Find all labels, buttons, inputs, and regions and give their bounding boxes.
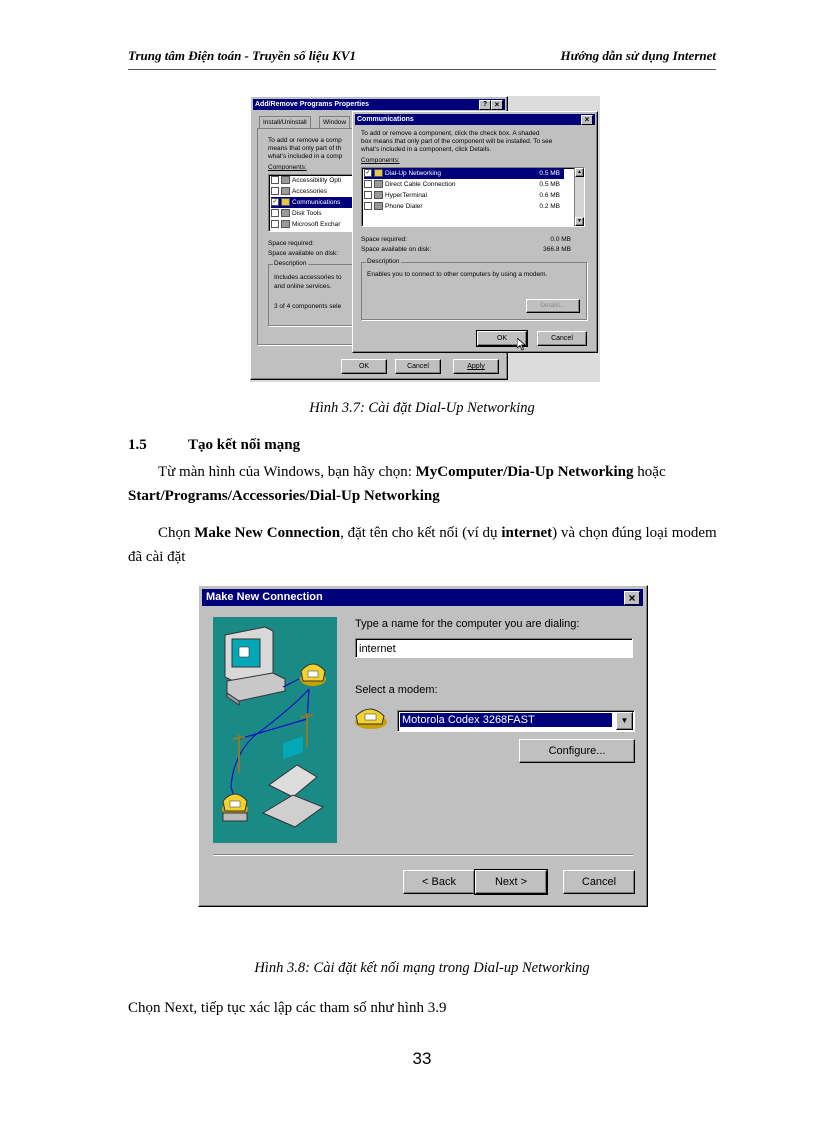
para1-bold-path: MyComputer/Dia-Up Networking	[415, 464, 634, 480]
mnc-title: Make New Connection	[206, 591, 323, 603]
checkbox-checked[interactable]: ✓	[365, 170, 371, 177]
figure-3-7-caption: Hình 3.7: Cài đặt Dial-Up Networking	[309, 400, 535, 416]
item-size: 0.5 MB	[539, 181, 560, 188]
modem-selected-value: Motorola Codex 3268FAST	[400, 713, 612, 727]
item-size: 0.2 MB	[539, 203, 560, 210]
section-title: Tạo kết nối mạng	[188, 437, 301, 453]
details-button[interactable]: Details...	[526, 299, 580, 313]
item-size: 0.6 MB	[539, 192, 560, 199]
para1-text: hoặc	[633, 464, 666, 480]
item-label: Direct Cable Connection	[385, 181, 456, 188]
front-space-info	[361, 235, 571, 255]
item-size: 0.5 MB	[539, 170, 560, 177]
accessibility-icon	[281, 176, 290, 184]
front-space-required-value: 0.0 MB	[550, 236, 571, 243]
para2-text: ) và chọn đúng loại modem đã cài đặt	[128, 525, 717, 565]
item-label: Phone Dialer	[385, 203, 423, 210]
phone-bottom-icon	[222, 794, 248, 821]
back-components-count: 3 of 4 components sele	[274, 303, 342, 310]
communications-dialog	[352, 111, 598, 353]
front-space-available-value: 366.8 MB	[543, 246, 571, 253]
back-description-text	[274, 273, 342, 291]
front-intro	[361, 130, 552, 154]
figure-3-7	[250, 96, 600, 382]
exchange-icon	[281, 220, 290, 228]
back-intro-line: means that only part of th	[268, 145, 342, 152]
item-label: Accessibility Opti	[292, 177, 342, 184]
checkbox[interactable]	[271, 209, 279, 217]
front-ok-button[interactable]: OK	[477, 331, 527, 346]
communications-icon	[281, 198, 290, 206]
back-apply-button[interactable]: Apply	[453, 359, 499, 374]
connection-name-input[interactable]: internet	[355, 638, 633, 658]
checkbox[interactable]	[364, 202, 372, 210]
modem-select[interactable]	[397, 710, 635, 732]
chevron-down-icon[interactable]: ▼	[616, 712, 633, 730]
mnc-title-bar	[202, 589, 643, 606]
phone-icon	[374, 169, 383, 177]
back-space-info	[268, 239, 338, 259]
back-intro-line: To add or remove a comp	[268, 137, 342, 144]
front-description-group	[361, 258, 587, 320]
checkbox[interactable]	[271, 187, 279, 195]
para2-bold: internet	[501, 525, 553, 541]
checkbox[interactable]	[364, 191, 372, 199]
front-description-text: Enables you to connect to other computers by using a modem.	[367, 271, 548, 278]
item-label: Communications	[292, 199, 341, 206]
item-label: Microsoft Exchar	[292, 221, 341, 228]
back-intro	[268, 137, 342, 161]
checkbox[interactable]	[271, 220, 279, 228]
back-components-label: Components:	[268, 164, 307, 171]
dialog-separator	[213, 854, 633, 856]
scroll-up-icon[interactable]: ▲	[575, 168, 584, 177]
para2-text: Chọn	[158, 525, 195, 541]
header-rule	[128, 69, 716, 70]
cancel-button[interactable]: Cancel	[563, 870, 635, 894]
list-item[interactable]	[364, 179, 564, 190]
back-cancel-button[interactable]: Cancel	[395, 359, 441, 374]
close-icon[interactable]: ×	[624, 591, 640, 605]
item-label: Accessories	[292, 188, 328, 195]
name-label: Type a name for the computer you are dialing:	[355, 618, 580, 630]
front-space-required-label: Space required:	[361, 236, 407, 243]
para1-bold-path: Start/Programs/Accessories/Dial-Up Networking	[128, 488, 440, 504]
dial-up-illustration	[213, 617, 337, 843]
terminal-icon	[374, 191, 383, 199]
mouse-cursor-icon	[517, 338, 526, 351]
disk-tools-icon	[281, 209, 290, 217]
front-intro-line: box means that only part of the component will be installed. To see	[361, 138, 553, 145]
front-description-label: Description	[367, 258, 400, 265]
checkbox[interactable]	[271, 176, 279, 184]
para2-text: , đặt tên cho kết nối (ví dụ	[340, 525, 502, 541]
back-space-available: Space available on disk:	[268, 250, 339, 257]
front-cancel-button[interactable]: Cancel	[537, 331, 587, 346]
back-description-line: and online services.	[274, 283, 332, 290]
help-button[interactable]: ?	[479, 100, 491, 110]
list-item[interactable]	[364, 201, 564, 212]
back-title-bar	[253, 99, 505, 110]
front-intro-line: To add or remove a component, click the check box. A shaded	[361, 130, 540, 137]
front-space-available-label: Space available on disk:	[361, 246, 432, 253]
close-icon[interactable]: ×	[581, 115, 593, 125]
figure-3-8-caption: Hình 3.8: Cài đặt kết nối mạng trong Dial-up Networking	[254, 960, 590, 976]
back-description-label: Description	[274, 260, 307, 267]
paragraph-3: Chọn Next, tiếp tục xác lập các tham số như hình 3.9	[128, 1000, 447, 1016]
para2-bold: Make New Connection	[194, 525, 341, 541]
accessories-icon	[281, 187, 290, 195]
front-intro-line: what's included in a component, click Details.	[361, 146, 492, 153]
phone-dialer-icon	[374, 202, 383, 210]
front-list-scrollbar[interactable]	[574, 168, 584, 226]
front-title-bar	[355, 114, 595, 125]
header-left: Trung tâm Điện toán - Truyền số liệu KV1	[128, 48, 357, 63]
checkbox[interactable]	[364, 180, 372, 188]
back-title: Add/Remove Programs Properties	[255, 101, 369, 108]
back-description-line: Includes accessories to	[274, 274, 342, 281]
make-new-connection-dialog	[198, 585, 648, 907]
paragraph-1	[128, 460, 718, 508]
close-icon[interactable]: ×	[491, 100, 503, 110]
tab-install-uninstall[interactable]: Install/Uninstall	[259, 116, 311, 128]
back-ok-button[interactable]: OK	[341, 359, 387, 374]
front-components-label: Components:	[361, 157, 400, 164]
item-label: Disk Tools	[292, 210, 322, 217]
header-right: Hướng dẫn sử dụng Internet	[560, 48, 716, 63]
item-label: HyperTerminal	[385, 192, 427, 199]
configure-button[interactable]: Configure...	[519, 739, 635, 763]
tab-windows-setup[interactable]: Window	[319, 116, 350, 128]
para1-text: Từ màn hình của Windows, bạn hãy chọn:	[158, 464, 416, 480]
back-space-required: Space required:	[268, 240, 314, 247]
paragraph-2	[128, 521, 718, 569]
list-item[interactable]	[364, 190, 564, 201]
section-number: 1.5	[128, 437, 147, 453]
front-title: Communications	[357, 116, 414, 123]
next-button[interactable]: Next >	[475, 870, 547, 894]
back-intro-line: what's included in a comp	[268, 153, 343, 160]
scroll-down-icon[interactable]: ▼	[575, 217, 584, 226]
back-button[interactable]: < Back	[403, 870, 475, 894]
item-label: Dial-Up Networking	[385, 170, 441, 177]
modem-label: Select a modem:	[355, 684, 438, 696]
checkbox-checked[interactable]: ✓	[272, 199, 278, 206]
front-components-list[interactable]	[361, 167, 585, 227]
cable-icon	[374, 180, 383, 188]
page-number: 33	[412, 1049, 432, 1068]
modem-phone-icon	[351, 702, 389, 730]
list-item[interactable]	[364, 168, 564, 179]
